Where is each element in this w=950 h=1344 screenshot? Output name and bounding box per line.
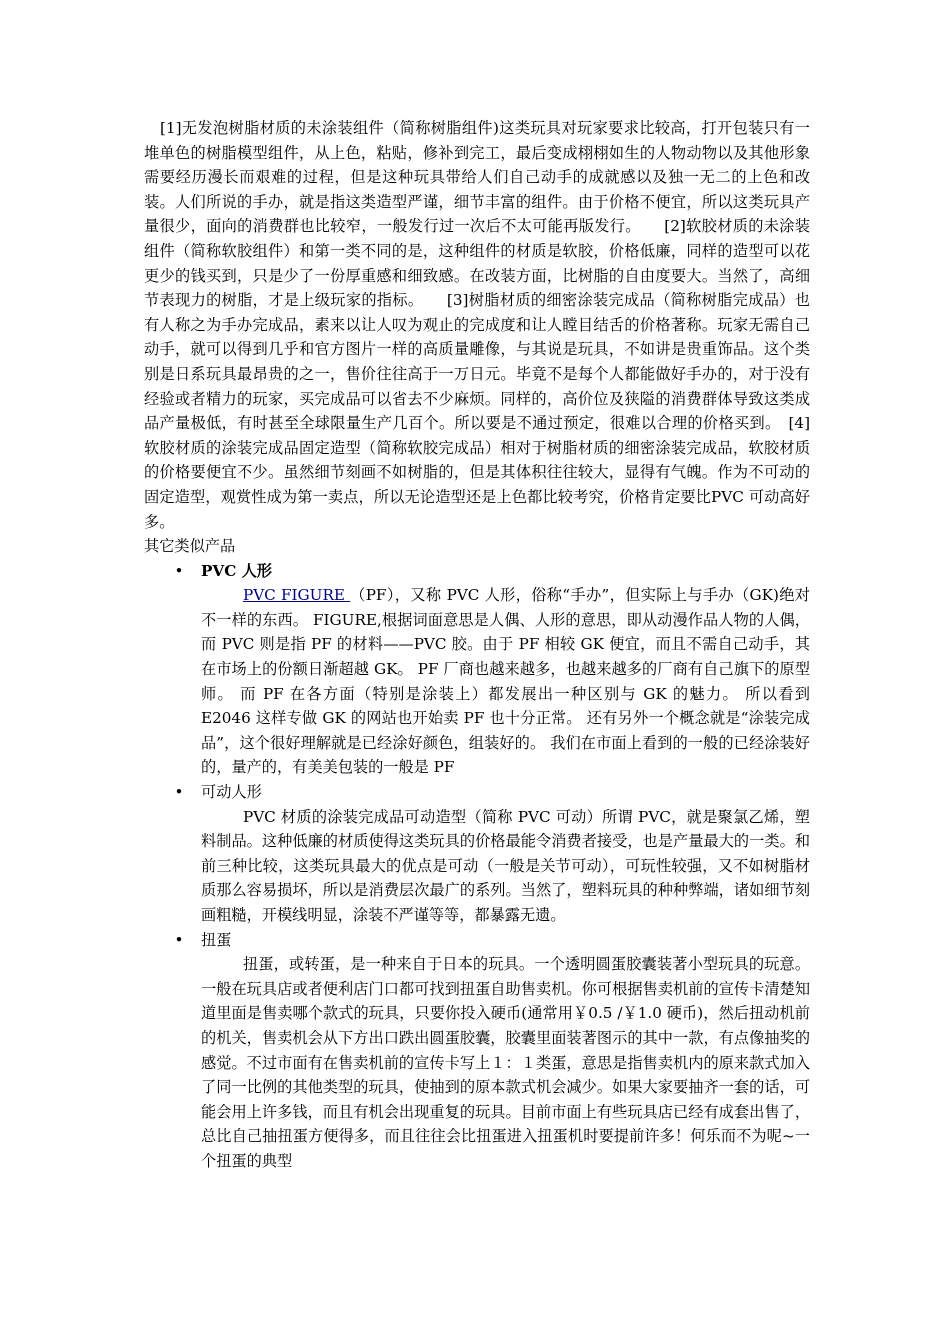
bullet-icon: • <box>174 783 184 802</box>
section-title: 其它类似产品 <box>144 537 236 556</box>
list-item-action-figure <box>144 780 810 928</box>
product-list <box>144 559 810 1174</box>
item-body-text: PVC 材质的涂装完成品可动造型（简称 PVC 可动）所谓 PVC，就是聚氯乙烯，塑料制品。这种低廉的材质使得这类玩具的价格最能令消费者接受，也是产量最大的一类。和前三种比较，这类玩具最大的优点是可动（一般是关节可动），可玩性较强，又不如树脂材质那么容易损坏，所以是消费层次最广的系列。当然了，塑料玩具的种种弊端，诸如细节刻画粗糙，开模线明显，涂装不严谨等等，都暴露无遗。 <box>201 807 810 924</box>
bullet-icon: • <box>174 930 184 949</box>
item-title: 扭蛋 <box>201 930 232 949</box>
item-title: PVC 人形 <box>201 561 272 580</box>
item-body-text: 扭蛋，或转蛋，是一种来自于日本的玩具。一个透明圆蛋胶囊装著小型玩具的玩意。一般在玩具店或者便利店门口都可找到扭蛋自助售卖机。你可根据售卖机前的宣传卡清楚知道里面是售卖哪个款式的玩具，只要你投入硬币(通常用￥0.5 /￥1.0 硬币)，然后扭动机前的机关，售卖机会从下方出口跌出圆蛋胶囊，胶囊里面装著图示的其中一款，有点像抽奖的感觉。不过市面有在售卖机前的宣传卡写上１：１类蛋，意思是指售卖机内的原来款式加入了同一比例的其他类型的玩具，使抽到的原本款式机会减少。如果大家要抽齐一套的话，可能会用上许多钱，而且有机会出现重复的玩具。目前市面上有些玩具店已经有成套出售了，总比自己抽扭蛋方便得多，而且往往会比扭蛋进入扭蛋机时要提前许多！何乐而不为呢~一个扭蛋的典型 <box>201 955 810 1170</box>
intro-paragraph: [1]无发泡树脂材质的未涂装组件（简称树脂组件)这类玩具对玩家要求比较高，打开包装只有一堆单色的树脂模型组件，从上色，粘贴，修补到完工，最后变成栩栩如生的人物动物以及其他形象需要经历漫长而艰难的过程，但是这种玩具带给人们自己动手的成就感以及独一无二的上色和改装。人们所说的手办，就是指这类造型严谨，细节丰富的组件。由于价格不便宜，所以这类玩具产量很少，面向的消费群也比较窄，一般发行过一次后不太可能再版发行。 [2]软胶材质的未涂装组件（简称软胶组件）和第一类不同的是，这种组件的材质是软胶，价格低廉，同样的造型可以花更少的钱买到，只是少了一份厚重感和细致感。在改装方面，比树脂的自由度要大。当然了，高细节表现力的树脂，才是上级玩家的指标。 [3]树脂材质的细密涂装完成品（简称树脂完成品）也有人称之为手办完成品，素来以让人叹为观止的完成度和让人瞠目结舌的价格著称。玩家无需自己动手，就可以得到几乎和官方图片一样的高质量雕像，与其说是玩具，不如讲是贵重饰品。这个类别是日系玩具最昂贵的之一，售价往往高于一万日元。毕竟不是每个人都能做好手办的，对于没有经验或者精力的玩家，买完成品可以省去不少麻烦。同样的，高价位及狭隘的消费群体导致这类成品产量极低，有时甚至全球限量生产几百个。所以要是不通过预定，很难以合理的价格买到。 [4]软胶材质的涂装完成品固定造型（简称软胶完成品）相对于树脂材质的细密涂装完成品，软胶材质的价格要便宜不少。虽然细节刻画不如树脂的，但是其体积往往较大，显得有气魄。作为不可动的固定造型，观赏性成为第一卖点，所以无论造型还是上色都比较考究，价格肯定要比PVC 可动高好多。 <box>144 119 810 531</box>
item-title: 可动人形 <box>201 783 262 802</box>
list-item-pvc-figure <box>144 559 810 780</box>
pvc-figure-link[interactable]: PVC FIGURE <box>243 586 351 605</box>
list-item-gashapon <box>144 928 810 1174</box>
item-body <box>201 583 810 780</box>
document-page <box>144 116 810 1174</box>
item-body-text: （PF），又称 PVC 人形，俗称“手办”，但实际上与手办（GK)绝对不一样的东西。 FIGURE,根据词面意思是人偶、人形的意思，即从动漫作品人物的人偶，而 PVC 则是指 PF 的材料——PVC 胶。由于 PF 相较 GK 便宜，而且不需自己动手，其在市场上的份额日渐超越 GK。 PF 厂商也越来越多，也越来越多的厂商有自己旗下的原型师。 而 PF 在各方面（特别是涂装上）都发展出一种区别与 GK 的魅力。 所以看到 E2046 这样专做 GK 的网站也开始卖 PF 也十分正常。 还有另外一个概念就是“涂装完成品”，这个很好理解就是已经涂好颜色，组装好的。 我们在市面上看到的一般的已经涂装好的，量产的，有美美包装的一般是 PF <box>201 586 810 777</box>
bullet-icon: • <box>174 561 184 580</box>
